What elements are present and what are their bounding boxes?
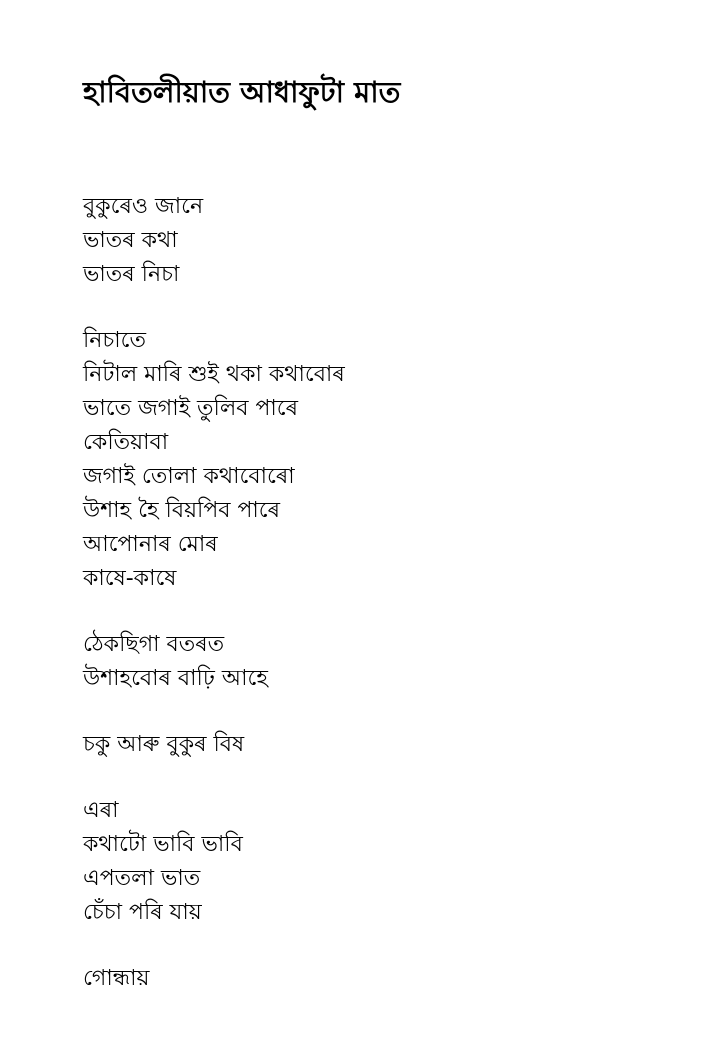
poem-line: ভাতৰ নিচা <box>83 262 180 287</box>
poem-line: বুকুৰেও জানে <box>83 194 204 219</box>
poem-line: উশাহবোৰ বাঢ়ি আহে <box>83 666 268 691</box>
poem-title: হাবিতলীয়াত আধাফুটা মাত <box>83 75 401 109</box>
poem-line: ভাতে জগাই তুলিব পাৰে <box>83 396 299 421</box>
poem-line: কাষে-কাষে <box>83 566 177 591</box>
poem-line: উশাহ হৈ বিয়পিব পাৰে <box>83 498 281 523</box>
stanza <box>83 962 683 996</box>
poem-line: ভাতৰ কথা <box>83 228 178 253</box>
stanza-gap <box>83 930 683 962</box>
stanza <box>83 728 683 762</box>
poem-line: আপোনাৰ মোৰ <box>83 532 218 557</box>
poem-line: গোন্ধায় <box>83 966 150 991</box>
poem-line: জগাই তোলা কথাবোৰো <box>83 464 295 489</box>
poem-line: এপতলা ভাত <box>83 866 201 891</box>
stanza <box>83 190 683 292</box>
poem-line: নিচাতে <box>83 328 147 353</box>
stanza <box>83 324 683 596</box>
poem-line: চকু আৰু বুকুৰ বিষ <box>83 732 245 757</box>
poem-line: ঠেকছিগা বতৰত <box>83 632 225 657</box>
stanza <box>83 628 683 696</box>
poem-body <box>83 190 683 996</box>
poem-line: কথাটো ভাবি ভাবি <box>83 832 243 857</box>
poem-line: চেঁচা পৰি যায় <box>83 900 202 925</box>
poem-line: নিটাল মাৰি শুই থকা কথাবোৰ <box>83 362 345 387</box>
stanza-gap <box>83 596 683 628</box>
stanza-gap <box>83 762 683 794</box>
poem-line: কেতিয়াবা <box>83 430 169 455</box>
stanza-gap <box>83 696 683 728</box>
poem-line: এৰা <box>83 798 119 823</box>
stanza <box>83 794 683 930</box>
stanza-gap <box>83 292 683 324</box>
